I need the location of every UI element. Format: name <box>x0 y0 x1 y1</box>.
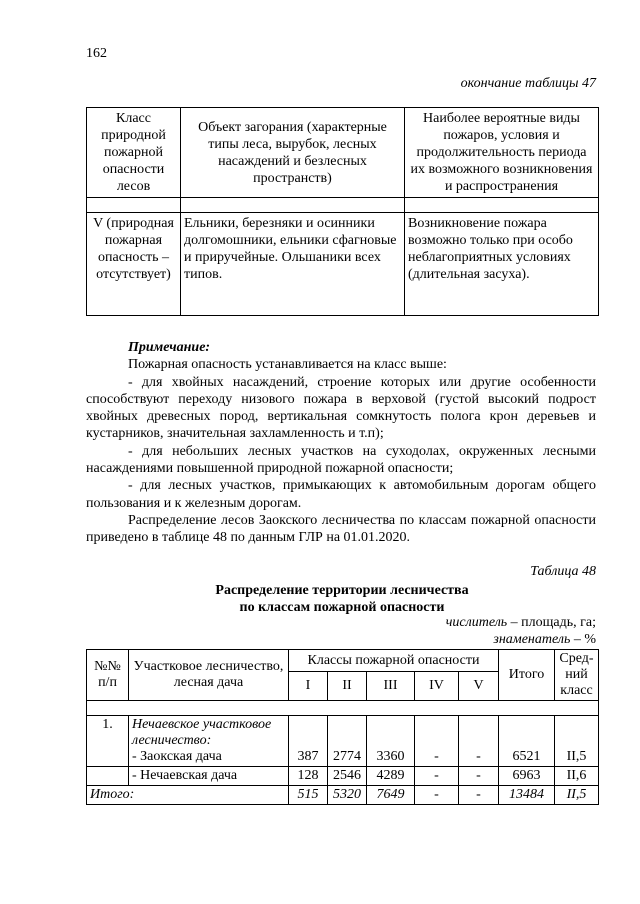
header-avg: Сред-ний класс <box>555 650 599 701</box>
row-value: 4289 <box>367 767 415 786</box>
total-value: 515 <box>289 786 328 805</box>
class-label: III <box>367 672 415 701</box>
table-47-header-fires: Наиболее вероятные виды пожаров, условия и продолжительность периода их возможного возникновения и распространения <box>405 108 599 198</box>
row-value: - <box>415 767 459 786</box>
class-label: IV <box>415 672 459 701</box>
table-47-header-object: Объект загорания (характерные типы леса, вырубок, лесных насаждений и безлесных пространств) <box>181 108 405 198</box>
legend-denominator-text: – % <box>570 632 596 647</box>
class-label: II <box>328 672 367 701</box>
total-value: 5320 <box>328 786 367 805</box>
total-avg: II,5 <box>555 786 599 805</box>
header-num: №№ п/п <box>87 650 129 701</box>
table-48-legend-numerator <box>446 614 596 631</box>
row-name: - Нечаевская дача <box>129 767 289 786</box>
row-num: 1. <box>87 716 129 767</box>
row-avg: II,5 <box>555 716 599 767</box>
legend-numerator-label: числитель <box>445 615 508 630</box>
table-47-header-class: Класс природной пожарной опасности лесов <box>87 108 181 198</box>
legend-numerator-text: – площадь, га; <box>507 615 596 630</box>
table-47-cell-fires: Возникновение пожара возможно только при особо неблагоприятных условиях (длительная засуха). <box>405 213 599 316</box>
table-47 <box>86 107 599 316</box>
header-classes: Классы пожарной опасности <box>289 650 499 672</box>
total-value: - <box>459 786 499 805</box>
row-value: - <box>459 716 499 767</box>
row-total: 6521 <box>499 716 555 767</box>
page-number: 162 <box>86 46 107 61</box>
table-48-total-row <box>87 786 599 805</box>
row-total: 6963 <box>499 767 555 786</box>
row-value: 128 <box>289 767 328 786</box>
table-continuation-note: окончание таблицы 47 <box>460 76 596 91</box>
table-47-header-row <box>87 108 599 198</box>
note-line: - для небольших лесных участков на суходолах, окруженных лесными насаждениями повышенной природной пожарной опасности; <box>86 443 596 477</box>
note-title: Примечание: <box>128 340 211 355</box>
table-48 <box>86 649 599 805</box>
row-avg: II,6 <box>555 767 599 786</box>
table-48-header-row <box>87 650 599 672</box>
class-label: V <box>459 672 499 701</box>
table-47-row-v <box>87 213 599 316</box>
row-value: 2774 <box>328 716 367 767</box>
note-block <box>86 339 596 547</box>
table-47-cell-class: V (природная пожарная опасность – отсутствует) <box>87 213 181 316</box>
table-48-legend-denominator <box>493 631 596 648</box>
total-label: Итого: <box>87 786 289 805</box>
note-line: - для хвойных насаждений, строение которых или другие особенности способствуют переходу низового пожара в верховой (густой высокий подрост хвойных древесных пород, вертикальная сомкнутость полога крон деревьев и кустарников, значительная захламленность и т.п); <box>86 374 596 442</box>
row-value: 3360 <box>367 716 415 767</box>
row-value: - <box>459 767 499 786</box>
note-line: - для лесных участков, примыкающих к автомобильным дорогам общего пользования и к железным дорогам. <box>86 478 596 511</box>
table-48-row-zaokskaya <box>87 716 599 767</box>
table-48-title-line-1: Распределение территории лесничества <box>215 583 469 598</box>
class-label: I <box>289 672 328 701</box>
total-sum: 13484 <box>499 786 555 805</box>
table-48-caption: Таблица 48 <box>530 564 596 579</box>
note-line: Пожарная опасность устанавливается на класс выше: <box>128 357 447 373</box>
legend-denominator-label: знаменатель <box>493 632 571 647</box>
table-48-spacer-row <box>87 701 599 716</box>
table-48-title-line-2: по классам пожарной опасности <box>239 600 445 615</box>
header-forestry: Участковое лесничество, лесная дача <box>129 650 289 701</box>
row-value: - <box>415 716 459 767</box>
row-num <box>87 767 129 786</box>
table-47-spacer-row <box>87 198 599 213</box>
note-line: Распределение лесов Заокского лесничества по классам пожарной опасности приведено в таблице 48 по данным ГЛР на 01.01.2020. <box>86 512 596 546</box>
row-name: - Заокская дача <box>132 749 222 764</box>
group-name: Нечаевское участковое лесничество: <box>132 717 272 748</box>
table-47-cell-object: Ельники, березняки и осинники долгомошники, ельники сфагновые и приручейные. Ольшаники всех типов. <box>181 213 405 316</box>
row-value: 387 <box>289 716 328 767</box>
row-value: 2546 <box>328 767 367 786</box>
header-total: Итого <box>499 650 555 701</box>
total-value: 7649 <box>367 786 415 805</box>
total-value: - <box>415 786 459 805</box>
row-name-cell <box>129 716 289 767</box>
table-48-row-nechaevskaya <box>87 767 599 786</box>
